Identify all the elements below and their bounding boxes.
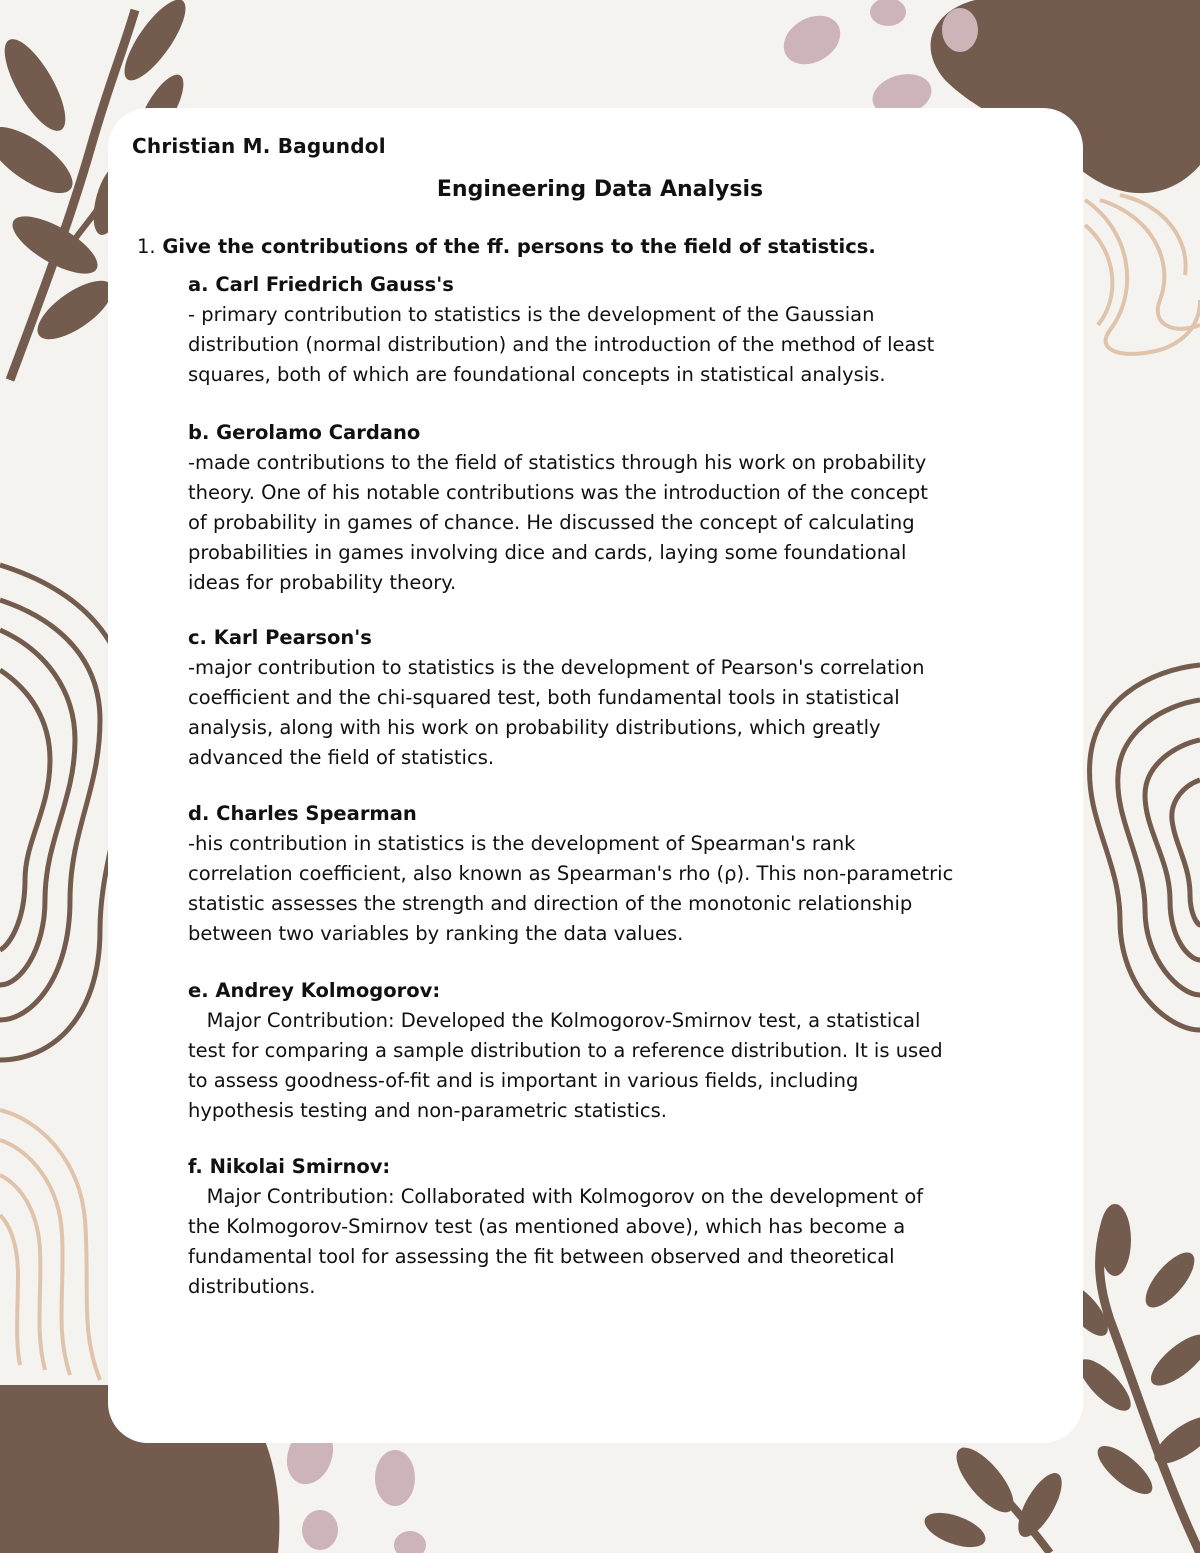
section-line: theory. One of his notable contributions was the introduction of the concept	[188, 481, 928, 504]
section-line: -his contribution in statistics is the development of Spearman's rank	[188, 832, 856, 855]
section-line: of probability in games of chance. He discussed the concept of calculating	[188, 511, 915, 534]
section-line: fundamental tool for assessing the fit between observed and theoretical	[188, 1245, 895, 1268]
question-number: 1.	[137, 235, 156, 258]
section-line: hypothesis testing and non-parametric statistics.	[188, 1099, 667, 1122]
section-line: test for comparing a sample distribution to a reference distribution. It is used	[188, 1039, 943, 1062]
section-heading: f. Nikolai Smirnov:	[188, 1155, 391, 1178]
section-line: -made contributions to the field of statistics through his work on probability	[188, 451, 927, 474]
section-line: probabilities in games involving dice and cards, laying some foundational	[188, 541, 907, 564]
section-line: correlation coefficient, also known as Spearman's rho (ρ). This non-parametric	[188, 862, 954, 885]
contour-lines-bottom-left	[0, 1110, 100, 1380]
section-pearson	[188, 623, 1018, 773]
section-line: analysis, along with his work on probability distributions, which greatly	[188, 716, 881, 739]
section-heading: e. Andrey Kolmogorov:	[188, 979, 441, 1002]
section-line: Major Contribution: Collaborated with Kolmogorov on the development of	[188, 1185, 924, 1208]
section-cardano	[188, 418, 1018, 598]
section-line: statistic assesses the strength and direction of the monotonic relationship	[188, 892, 913, 915]
contour-lines-right	[1085, 195, 1200, 354]
section-gauss	[188, 270, 1018, 390]
section-line: advanced the field of statistics.	[188, 746, 495, 769]
question-text: Give the contributions of the ff. persons to the field of statistics.	[162, 235, 876, 258]
section-line: - primary contribution to statistics is the development of the Gaussian	[188, 303, 875, 326]
section-line: distribution (normal distribution) and the introduction of the method of least	[188, 333, 935, 356]
document-title: Engineering Data Analysis	[436, 177, 764, 202]
section-smirnov	[188, 1152, 1018, 1302]
section-spearman	[188, 799, 1018, 949]
question	[137, 235, 876, 258]
section-line: to assess goodness-of-fit and is important in various fields, including	[188, 1069, 859, 1092]
section-line: Major Contribution: Developed the Kolmogorov-Smirnov test, a statistical	[188, 1009, 921, 1032]
contour-lines-right-brown	[1090, 665, 1200, 1030]
section-line: -major contribution to statistics is the development of Pearson's correlation	[188, 656, 925, 679]
section-line: distributions.	[188, 1275, 316, 1298]
section-line: between two variables by ranking the data values.	[188, 922, 684, 945]
section-line: squares, both of which are foundational concepts in statistical analysis.	[188, 363, 886, 386]
section-line: ideas for probability theory.	[188, 571, 457, 594]
section-heading: c. Karl Pearson's	[188, 626, 372, 649]
section-line: the Kolmogorov-Smirnov test (as mentioned above), which has become a	[188, 1215, 906, 1238]
section-line: coefficient and the chi-squared test, both fundamental tools in statistical	[188, 686, 900, 709]
section-kolmogorov	[188, 976, 1018, 1126]
section-heading: a. Carl Friedrich Gauss's	[188, 273, 454, 296]
section-heading: d. Charles Spearman	[188, 802, 417, 825]
author-name: Christian M. Bagundol	[132, 134, 386, 158]
section-heading: b. Gerolamo Cardano	[188, 421, 421, 444]
